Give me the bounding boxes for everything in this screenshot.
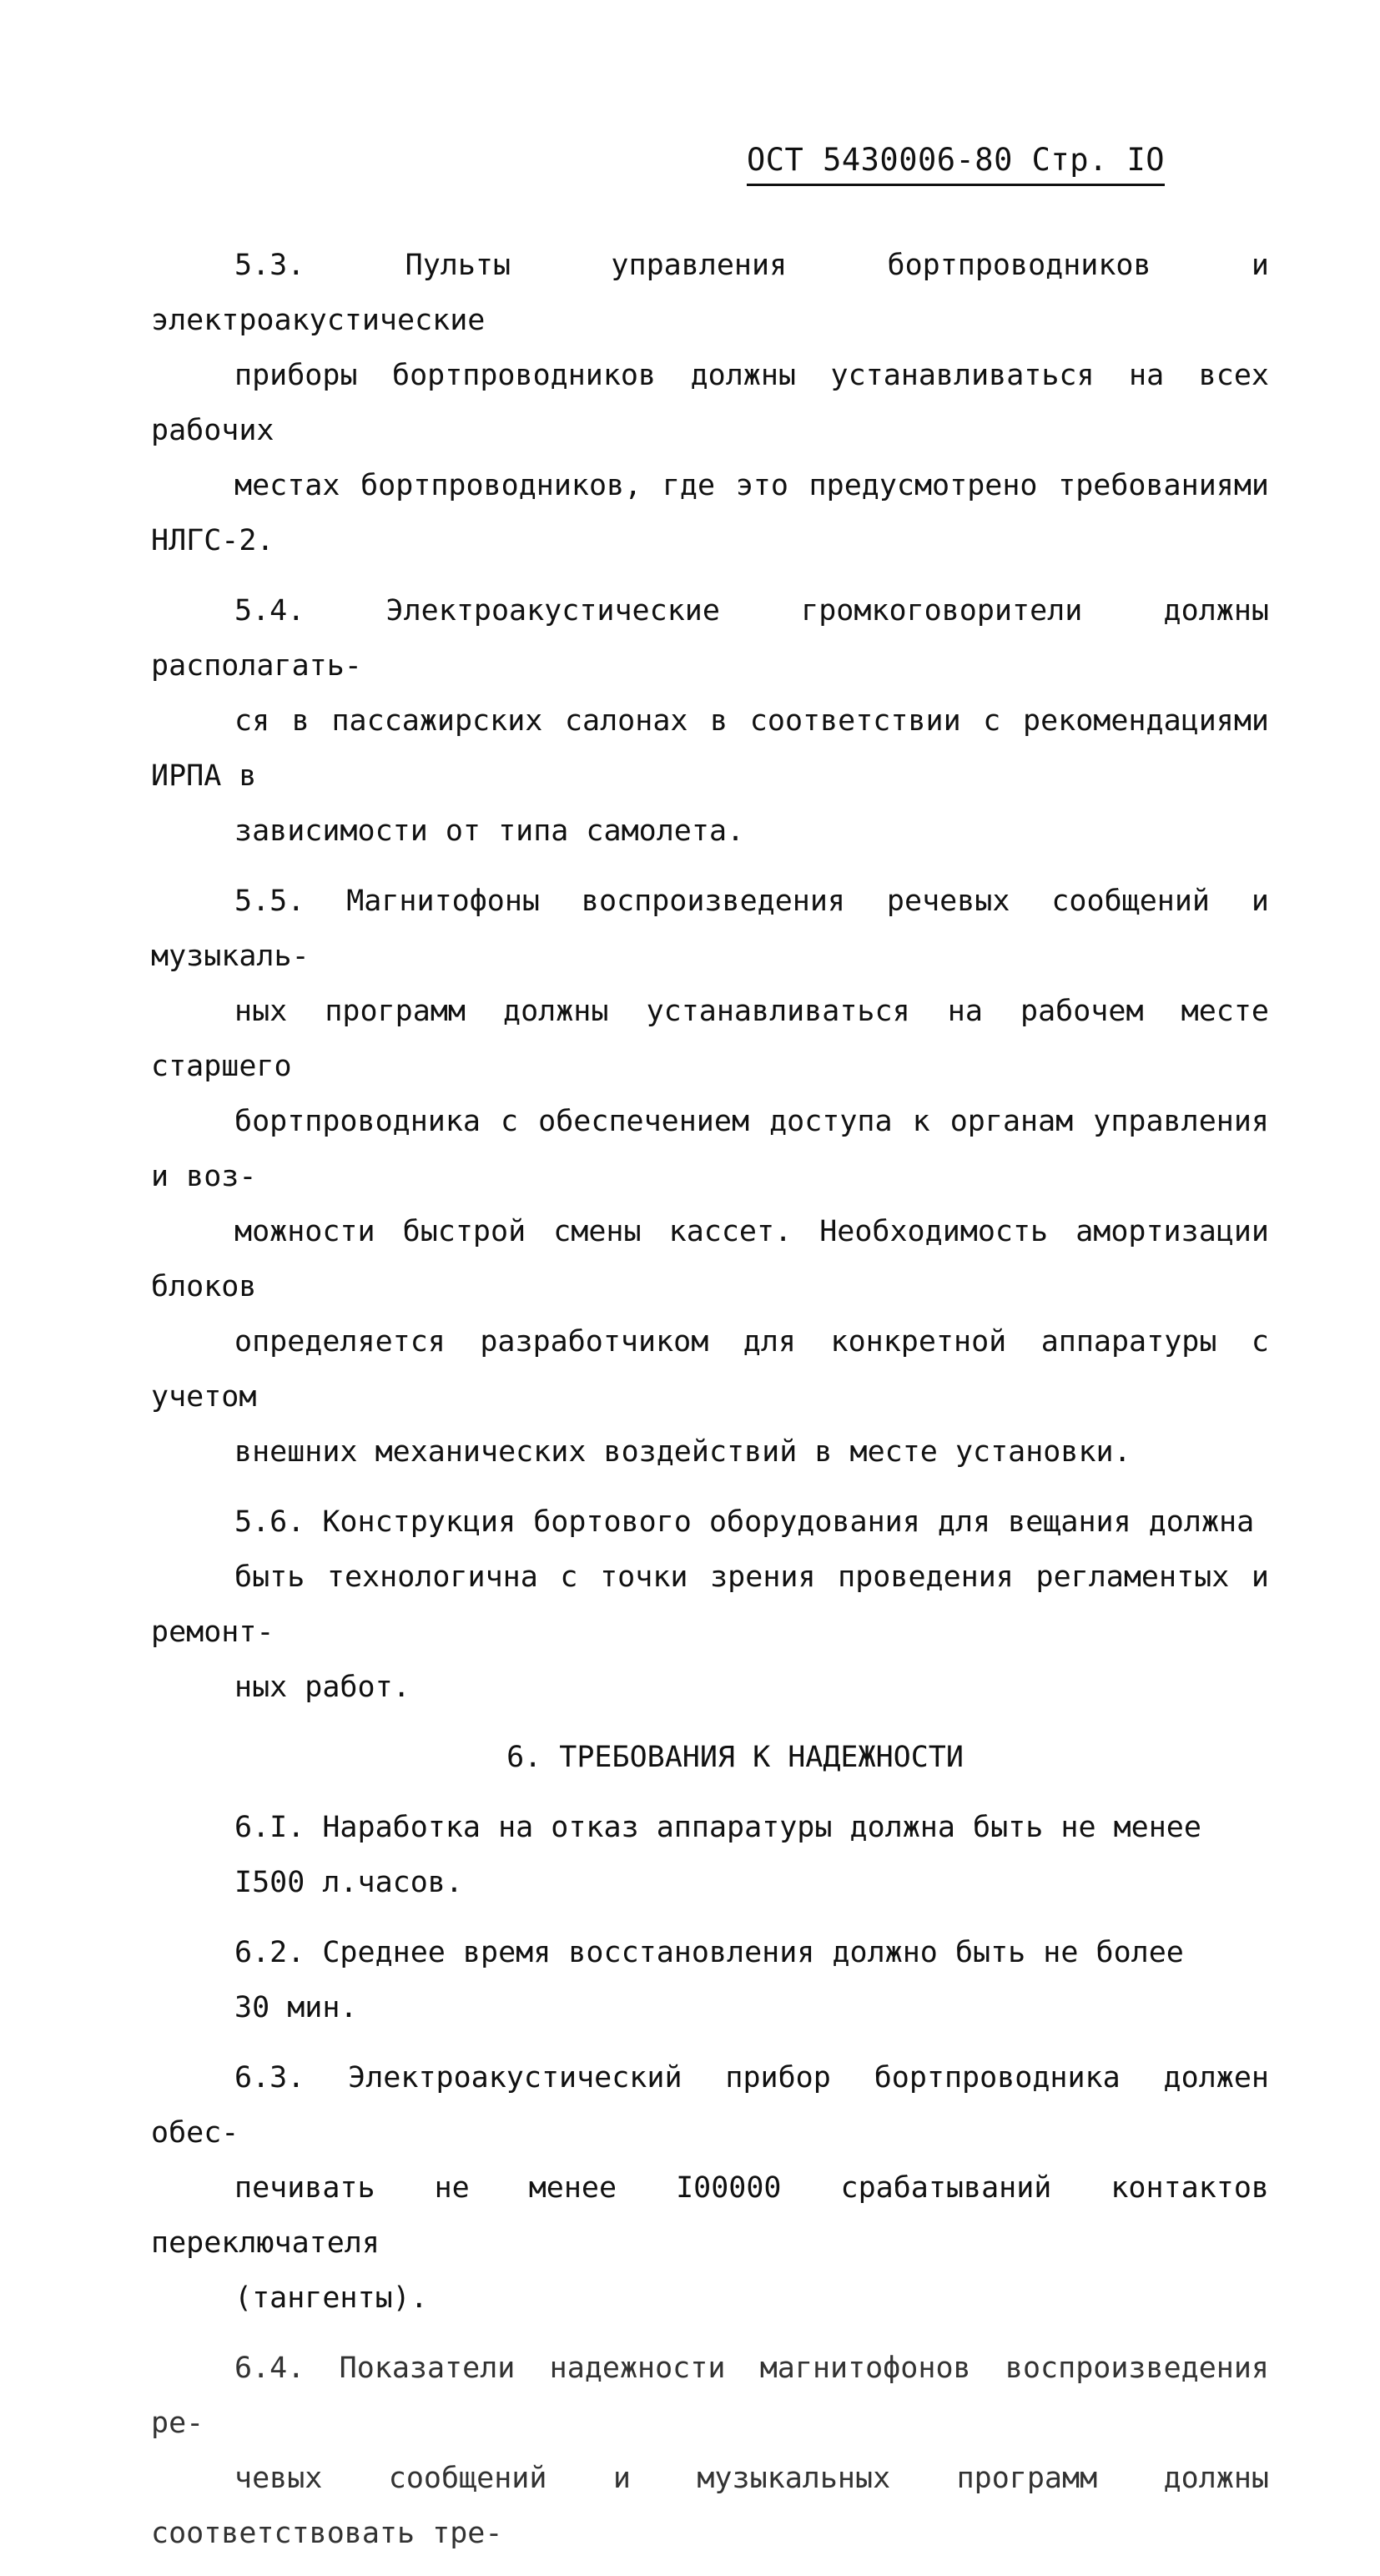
paragraph-6-4 <box>151 2341 1269 2561</box>
text-line: бортпроводника с обеспечением доступа к органам управления и воз- <box>151 1105 1269 1193</box>
text-line: чевых сообщений и музыкальных программ должны соответствовать тре- <box>151 2462 1269 2550</box>
paragraph-6-3 <box>151 2050 1269 2326</box>
text-line: можности быстрой смены кассет. Необходимость амортизации блоков <box>151 1215 1269 1303</box>
paragraph-6-1 <box>151 1800 1269 1910</box>
text-line: I500 л.часов. <box>234 1866 463 1899</box>
doc-reference: ОСТ 5430006-80 Стр. IO <box>747 142 1166 178</box>
paragraph-5-5 <box>151 874 1269 1480</box>
document-header <box>747 140 1165 186</box>
paragraph-5-4 <box>151 583 1269 859</box>
paragraph-6-2 <box>151 1925 1269 2035</box>
text-line: местах бортпроводников, где это предусмотрено требованиями НЛГС-2. <box>151 469 1269 557</box>
section-heading: 6. ТРЕБОВАНИЯ К НАДЕЖНОСТИ <box>506 1741 964 1774</box>
text-line: приборы бортпроводников должны устанавливаться на всех рабочих <box>151 359 1269 447</box>
text-line: 5.4. Электроакустические громкоговорители должны располагать- <box>151 594 1269 683</box>
text-line: (тангенты). <box>234 2281 428 2315</box>
paragraph-5-6 <box>151 1495 1269 1715</box>
text-line: ся в пассажирских салонах в соответствии с рекомендациями ИРПА в <box>151 704 1269 793</box>
text-line: 30 мин. <box>234 1991 358 2024</box>
text-line: ных программ должны устанавливаться на рабочем месте старшего <box>151 995 1269 1083</box>
text-line: 5.3. Пульты управления бортпроводников и электроакустические <box>151 249 1269 337</box>
paragraph-5-3 <box>151 238 1269 568</box>
text-line: зависимости от типа самолета. <box>234 814 745 848</box>
text-line: 6.I. Наработка на отказ аппаратуры должна быть не менее <box>234 1811 1201 1844</box>
text-line: 6.3. Электроакустический прибор бортпроводника должен обес- <box>151 2061 1269 2150</box>
text-line: 5.5. Магнитофоны воспроизведения речевых сообщений и музыкаль- <box>151 885 1269 973</box>
text-line: 6.4. Показатели надежности магнитофонов воспроизведения ре- <box>151 2352 1269 2440</box>
text-line: печивать не менее I00000 срабатываний контактов переключателя <box>151 2171 1269 2260</box>
text-line: 6.2. Среднее время восстановления должно быть не более <box>234 1936 1184 1969</box>
text-line: ных работ. <box>234 1671 410 1704</box>
text-line: 5.6. Конструкция бортового оборудования для вещания должна <box>234 1505 1255 1539</box>
text-line: быть технологична с точки зрения проведения регламентых и ремонт- <box>151 1560 1269 1649</box>
text-line: определяется разработчиком для конкретной аппаратуры с учетом <box>151 1325 1269 1414</box>
document-body <box>151 238 1269 2576</box>
text-line: внешних механических воздействий в месте установки. <box>234 1435 1131 1469</box>
